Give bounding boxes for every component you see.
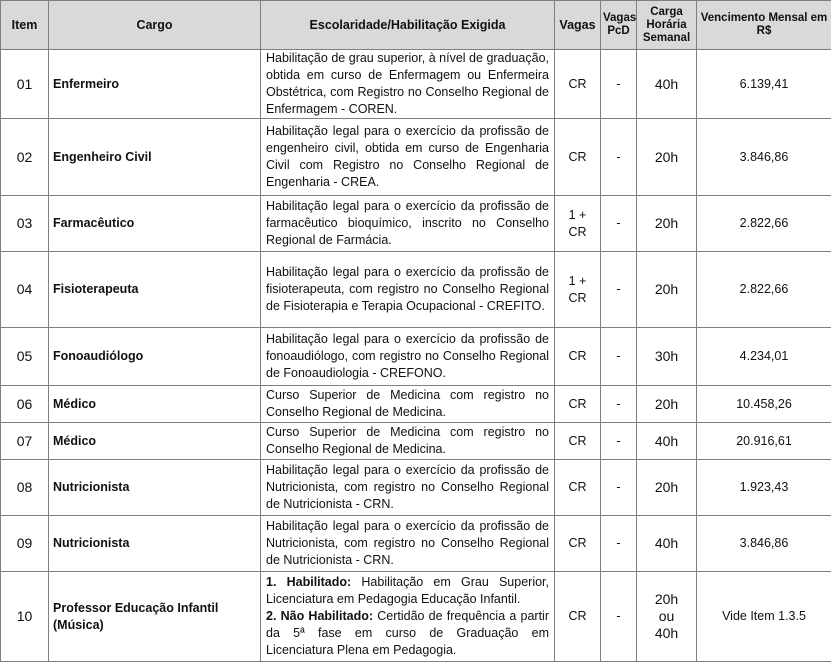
cell-cargo: Farmacêutico xyxy=(49,196,261,252)
cell-carga: 20h xyxy=(637,460,697,516)
header-row xyxy=(1,1,831,50)
cell-carga: 20h xyxy=(637,196,697,252)
cell-item: 05 xyxy=(1,328,49,386)
header-item: Item xyxy=(1,1,49,50)
table-row xyxy=(1,460,831,516)
cell-item: 07 xyxy=(1,423,49,460)
cell-escolaridade: Habilitação legal para o exercício da profissão de fonoaudiólogo, com registro no Conselho Regional de Fonoaudiologia - CREFONO. xyxy=(261,328,555,386)
cell-carga: 30h xyxy=(637,328,697,386)
cell-escolaridade: Habilitação legal para o exercício da profissão de fisioterapeuta, com registro no Conselho Regional de Fisioterapia e Terapia Ocupacional - CREFITO. xyxy=(261,252,555,328)
cell-item: 03 xyxy=(1,196,49,252)
header-vencimento: Vencimento Mensal em R$ xyxy=(697,1,831,50)
cell-pcd: - xyxy=(601,328,637,386)
cell-vagas: CR xyxy=(555,119,601,196)
cell-pcd: - xyxy=(601,50,637,119)
carga-option-a: 20h xyxy=(654,591,679,607)
cell-carga xyxy=(637,572,697,662)
cell-vencimento: 4.234,01 xyxy=(697,328,831,386)
cell-escolaridade: Habilitação legal para o exercício da profissão de engenheiro civil, obtida em curso de Engenharia Civil com Registro no Conselho Regional de Engenharia - CREA. xyxy=(261,119,555,196)
cell-vagas: CR xyxy=(555,460,601,516)
cell-vagas: CR xyxy=(555,572,601,662)
nao-habilitado-text: Certidão de frequência a partir da 5ª fase em curso de Graduação em Licenciatura Plena em Pedagogia. xyxy=(266,609,549,657)
header-vagas: Vagas xyxy=(555,1,601,50)
cell-vencimento: 3.846,86 xyxy=(697,119,831,196)
cell-vagas: CR xyxy=(555,386,601,423)
header-escolaridade: Escolaridade/Habilitação Exigida xyxy=(261,1,555,50)
carga-option-b: 40h xyxy=(654,625,679,641)
table-row xyxy=(1,328,831,386)
cell-item: 09 xyxy=(1,516,49,572)
cell-pcd: - xyxy=(601,423,637,460)
cell-vagas: 1 + CR xyxy=(555,252,601,328)
habilitado-text: Habilitação em Grau Superior, Licenciatura em Pedagogia Educação Infantil. xyxy=(266,575,549,606)
cell-escolaridade: Curso Superior de Medicina com registro no Conselho Regional de Medicina. xyxy=(261,423,555,460)
table-row xyxy=(1,516,831,572)
cell-escolaridade: Habilitação legal para o exercício da profissão de Nutricionista, com registro no Conselho Regional de Nutricionista - CRN. xyxy=(261,460,555,516)
cell-vagas: CR xyxy=(555,328,601,386)
cell-vagas: CR xyxy=(555,423,601,460)
cell-vencimento: 2.822,66 xyxy=(697,196,831,252)
cell-vagas: CR xyxy=(555,50,601,119)
cell-carga: 20h xyxy=(637,119,697,196)
cell-escolaridade: Habilitação legal para o exercício da profissão de Nutricionista, com registro no Conselho Regional de Nutricionista - CRN. xyxy=(261,516,555,572)
cell-pcd: - xyxy=(601,516,637,572)
cell-item: 02 xyxy=(1,119,49,196)
cell-vencimento: 1.923,43 xyxy=(697,460,831,516)
cell-pcd: - xyxy=(601,460,637,516)
cell-cargo: Médico xyxy=(49,386,261,423)
table-row xyxy=(1,196,831,252)
table-row xyxy=(1,386,831,423)
cell-pcd: - xyxy=(601,252,637,328)
cell-cargo: Nutricionista xyxy=(49,460,261,516)
cell-cargo: Fonoaudiólogo xyxy=(49,328,261,386)
cell-item: 01 xyxy=(1,50,49,119)
cell-cargo: Nutricionista xyxy=(49,516,261,572)
cell-vencimento: 3.846,86 xyxy=(697,516,831,572)
cell-item: 06 xyxy=(1,386,49,423)
cell-vencimento: 6.139,41 xyxy=(697,50,831,119)
table-row xyxy=(1,423,831,460)
header-vagas-pcd: Vagas PcD xyxy=(601,1,637,50)
cell-cargo: Engenheiro Civil xyxy=(49,119,261,196)
cell-item: 08 xyxy=(1,460,49,516)
cell-pcd: - xyxy=(601,196,637,252)
cell-escolaridade: Curso Superior de Medicina com registro no Conselho Regional de Medicina. xyxy=(261,386,555,423)
table-row xyxy=(1,50,831,119)
cell-item: 04 xyxy=(1,252,49,328)
table-row xyxy=(1,119,831,196)
cell-vencimento: Vide Item 1.3.5 xyxy=(697,572,831,662)
cell-vagas: 1 + CR xyxy=(555,196,601,252)
cell-pcd: - xyxy=(601,386,637,423)
header-cargo: Cargo xyxy=(49,1,261,50)
cell-carga: 20h xyxy=(637,252,697,328)
cell-carga: 40h xyxy=(637,50,697,119)
header-carga: Carga Horária Semanal xyxy=(637,1,697,50)
cell-item: 10 xyxy=(1,572,49,662)
cell-vencimento: 2.822,66 xyxy=(697,252,831,328)
cell-vagas: CR xyxy=(555,516,601,572)
cell-vencimento: 20.916,61 xyxy=(697,423,831,460)
cell-escolaridade: Habilitação legal para o exercício da profissão de farmacêutico bioquímico, inscrito no Conselho Regional de Farmácia. xyxy=(261,196,555,252)
cell-vencimento: 10.458,26 xyxy=(697,386,831,423)
table-row xyxy=(1,572,831,662)
table-row xyxy=(1,252,831,328)
cell-cargo: Professor Educação Infantil (Música) xyxy=(49,572,261,662)
cell-carga: 20h xyxy=(637,386,697,423)
cell-pcd: - xyxy=(601,119,637,196)
cell-carga: 40h xyxy=(637,423,697,460)
cell-escolaridade: Habilitação de grau superior, à nível de graduação, obtida em curso de Enfermagem ou Enfermeira Obstétrica, com Registro no Conselho Regional de Enfermagem - COREN. xyxy=(261,50,555,119)
cell-cargo: Enfermeiro xyxy=(49,50,261,119)
cell-cargo: Fisioterapeuta xyxy=(49,252,261,328)
habilitado-label: 1. Habilitado: xyxy=(266,575,352,589)
cell-pcd: - xyxy=(601,572,637,662)
carga-or: ou xyxy=(658,608,675,624)
cell-carga: 40h xyxy=(637,516,697,572)
nao-habilitado-label: 2. Não Habilitado: xyxy=(266,609,374,623)
cell-cargo: Médico xyxy=(49,423,261,460)
cell-escolaridade xyxy=(261,572,555,662)
